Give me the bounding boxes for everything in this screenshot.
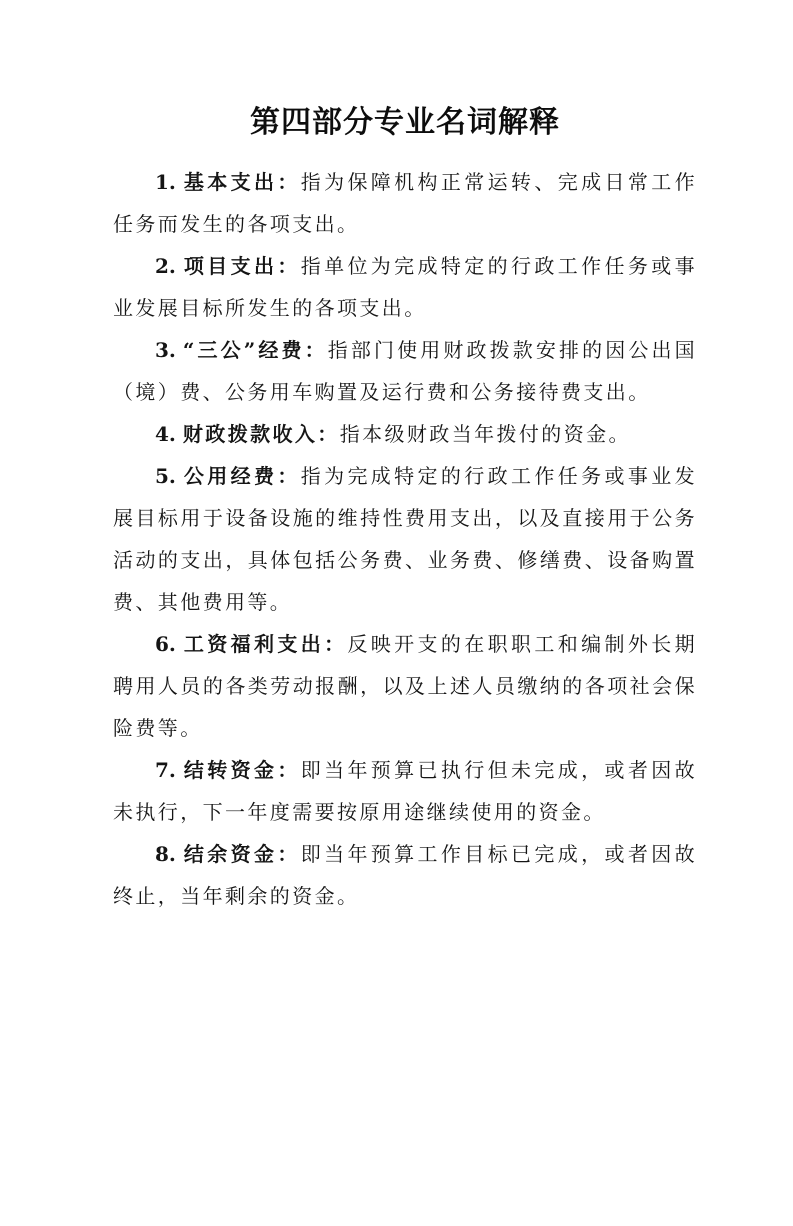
term-definition-paragraph: [113, 833, 697, 917]
term-definition-paragraph: [113, 245, 697, 329]
term-text: 指单位为完成特定的行政工作任务或事业发展目标所发生的各项支出。: [113, 254, 697, 320]
term-text: 指部门使用财政拨款安排的因公出国（境）费、公务用车购置及运行费和公务接待费支出。: [113, 338, 697, 404]
term-name: 基本支出：: [182, 170, 301, 194]
page-title: 第四部分专业名词解释: [250, 105, 560, 140]
term-name: “三公”经费：: [182, 338, 328, 362]
term-text: 指为保障机构正常运转、完成日常工作任务而发生的各项支出。: [113, 170, 697, 236]
term-definition-paragraph: [113, 413, 697, 455]
term-text: 即当年预算已执行但未完成，或者因故未执行，下一年度需要按原用途继续使用的资金。: [113, 758, 697, 824]
term-number: 2.: [155, 254, 176, 278]
term-name: 财政拨款收入：: [182, 422, 340, 446]
term-name: 结转资金：: [182, 758, 301, 782]
document-page: [0, 104, 793, 1226]
term-number: 3.: [155, 338, 176, 362]
term-number: 1.: [155, 170, 176, 194]
term-text: 反映开支的在职职工和编制外长期聘用人员的各类劳动报酬，以及上述人员缴纳的各项社会保险费等。: [113, 632, 697, 740]
term-definition-paragraph: [113, 161, 697, 245]
term-number: 7.: [155, 758, 176, 782]
term-text: 指本级财政当年拨付的资金。: [339, 422, 631, 446]
term-name: 结余资金：: [182, 842, 301, 866]
term-name: 工资福利支出：: [182, 632, 348, 656]
term-text: 即当年预算工作目标已完成，或者因故终止，当年剩余的资金。: [113, 842, 697, 908]
term-name: 项目支出：: [182, 254, 301, 278]
term-name: 公用经费：: [182, 464, 301, 488]
term-number: 5.: [155, 464, 176, 488]
terms-list: [113, 161, 697, 917]
term-number: 8.: [155, 842, 176, 866]
term-text: 指为完成特定的行政工作任务或事业发展目标用于设备设施的维持性费用支出，以及直接用于公务活动的支出，具体包括公务费、业务费、修缮费、设备购置费、其他费用等。: [113, 464, 697, 614]
term-definition-paragraph: [113, 455, 697, 623]
term-definition-paragraph: [113, 623, 697, 749]
term-definition-paragraph: [113, 329, 697, 413]
term-definition-paragraph: [113, 749, 697, 833]
term-number: 6.: [155, 632, 176, 656]
term-number: 4.: [155, 422, 176, 446]
